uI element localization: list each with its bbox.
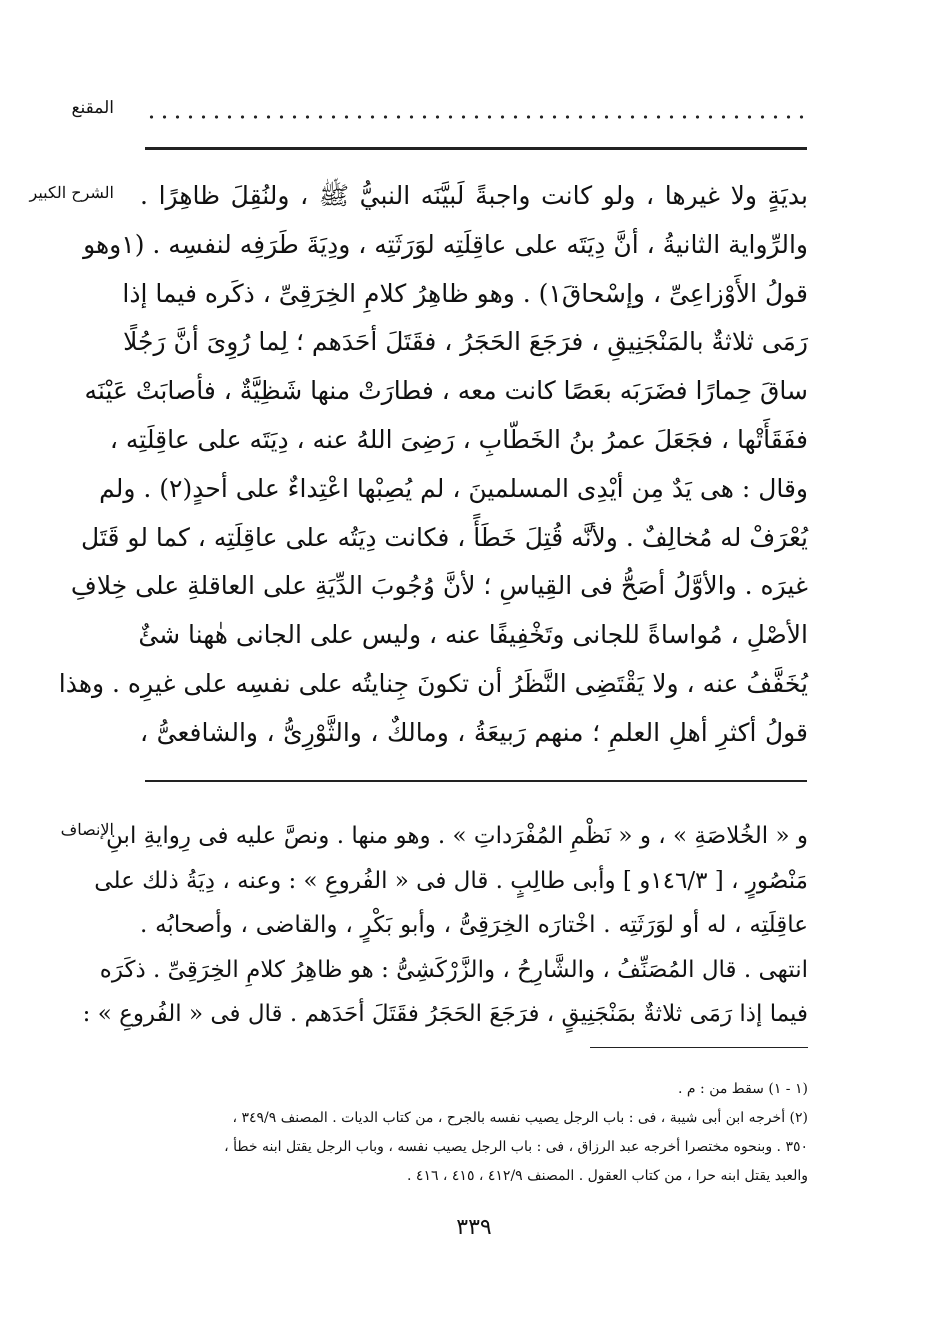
main-line: غيرَه . والأوَّلُ أصَحُّ فى القِياسِ ؛ لأنَّ وُجُوبَ الدِّيَةِ على العاقلةِ على خِلافِ xyxy=(70,571,808,601)
insaf-line: عاقِلَتِه ، له أو لوَرَثَتِه . اخْتارَه الخِرَقِىُّ ، وأبو بَكْرٍ ، والقاضى ، وأصحابُه . xyxy=(140,912,808,938)
section-divider xyxy=(145,780,807,782)
header-dotted-leader xyxy=(145,110,805,124)
main-line: والرِّواية الثانيةُ ، أنَّ دِيَتَه على عاقِلَتِه لوَرَثَتِه ، ودِيَةَ طَرَفِه لنفسِه . (١وهو xyxy=(83,229,808,259)
main-line: يُخَفَّفُ عنه ، ولا يَقْتَضِى النَّظَرُ أن تكونَ جِنايتُه على نفسِه على غيرِه . وهذا xyxy=(58,668,808,698)
main-section-label: الشرح الكبير xyxy=(29,183,114,202)
insaf-line: انتهى . قال المُصَنِّفُ ، والشَّارِحُ ، والزَّرْكَشِىُّ : هو ظاهِرُ كلامِ الخِرَقِىِّ . ذكَرَه xyxy=(99,956,808,983)
main-line: قولُ أكثرِ أهلِ العلمِ ؛ منهم رَبيعَةُ ، ومالكٌ ، والثَّوْرِىُّ ، والشافعىُّ ، xyxy=(140,717,808,747)
page-number: ٣٣٩ xyxy=(456,1215,492,1240)
footnote-line: (١ - ١) سقط من : م . xyxy=(678,1081,808,1097)
main-line: الأصْلِ ، مُواساةً للجانى وتَخْفِيفًا عنه ، وليس على الجانى هٰهنا شئٌ xyxy=(138,620,808,650)
header-rule xyxy=(145,147,807,150)
main-line: ففَقَأَتْها ، فجَعَلَ عمرُ بنُ الخَطّابِ ، رَضِىَ اللهُ عنه ، دِيَتَه على عاقِلَتِه ، xyxy=(109,424,808,454)
main-line: رَمَى ثلاثةٌ بالمَنْجَنِيقِ ، فرَجَعَ الحَجَرُ ، فقَتَلَ أحَدَهم ؛ لِما رُوِىَ أنَّ رَجُلًا xyxy=(123,327,808,357)
insaf-line: فيما إذا رَمَى ثلاثةٌ بمَنْجَنِيقٍ ، فرَجَعَ الحَجَرُ فقَتَلَ أحَدَهم . قال فى « الفُروعِ » : xyxy=(82,1001,808,1027)
footnotes xyxy=(224,1075,808,1191)
footnote-line: والعبد يقتل ابنه حرا ، من كتاب العقول . المصنف ٤١٢/٩ ، ٤١٥ ، ٤١٦ . xyxy=(407,1168,808,1184)
main-line: وقال : هى يَدٌ مِن أيْدِى المسلمينَ ، لم يُصِبْها اعْتِداءٌ على أحدٍ(٢) . ولم xyxy=(99,473,808,503)
insaf-line: و « الخُلاصَةِ » ، و « نَظْمِ المُفْرَداتِ » . وهو منها . ونصَّ عليه فى رِوايةِ ابنِ xyxy=(106,823,808,849)
main-line: قولُ الأَوْزاعِىِّ ، وإسْحاقَ١) . وهو ظاهِرُ كلامِ الخِرَقِىِّ ، ذكَره فيما إذا xyxy=(122,278,808,308)
main-line: بديَةٍ ولا غيرها ، ولو كانت واجبةً لَبيَّنَه النبيُّ ﷺ ، ولنُقِلَ ظاهِرًا . xyxy=(140,181,808,210)
insaf-section-label: الإنصاف xyxy=(60,820,114,839)
insaf-line: مَنْصُورٍ ، [ ١٤٦/٣و ] وأبى طالِبٍ . قال فى « الفُروعِ » : وعنه ، دِيَةُ ذلك على xyxy=(94,867,808,894)
main-line: يُعْرَفْ له مُخالِفٌ . ولأنَّه قُتِلَ خَطَأً ، فكانت دِيَتُه على عاقِلَتِه ، كما لو قَتَل xyxy=(81,522,808,552)
book-title: المقنع xyxy=(71,98,114,118)
footnote-line: (٢) أخرجه ابن أبى شيبة ، فى : باب الرجل يصيب نفسه بالجرح ، من كتاب الديات . المصنف ٣٤٩/٩ ، xyxy=(232,1110,808,1126)
footnote-rule xyxy=(590,1047,808,1048)
footnote-line: ٣٥٠ . وبنحوه مختصرا أخرجه عبد الرزاق ، فى : باب الرجل يصيب نفسه ، وباب الرجل يقتل ابنه خطأ ، xyxy=(224,1139,808,1155)
main-line: ساقَ حِمارًا فضَرَبَه بعَصًا كانت معه ، فطارَتْ منها شَظِيَّةٌ ، فأصابَتْ عَيْنَه xyxy=(84,376,808,406)
